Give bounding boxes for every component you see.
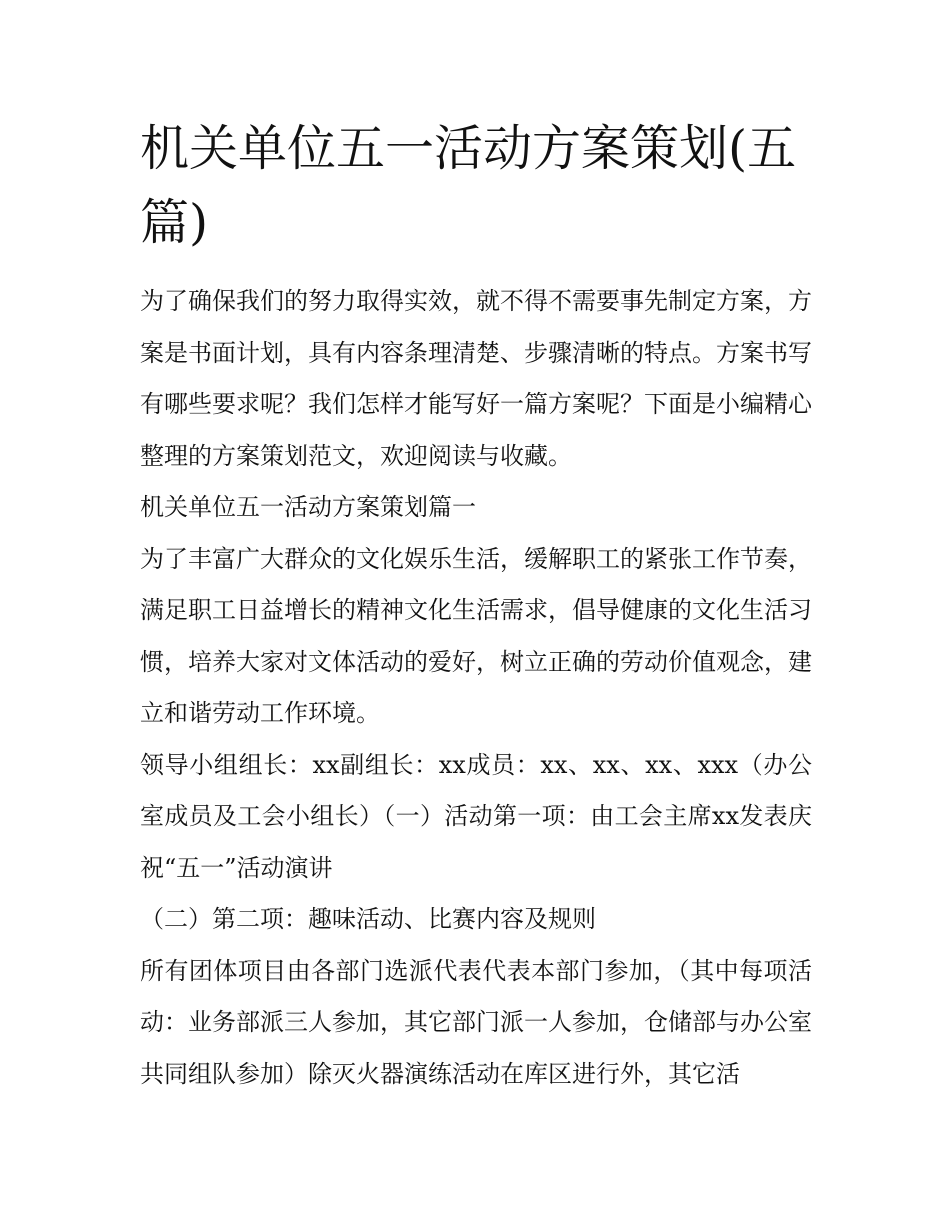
section-heading: 机关单位五一活动方案策划篇一: [140, 493, 476, 521]
document-page: [140, 112, 812, 1100]
leadership-paragraph: 领导小组组长：xx副组长：xx成员：xx、xx、xx、xxx（办公室成员及工会小组长）（一）活动第一项：由工会主席xx发表庆祝“五一”活动演讲: [140, 750, 812, 882]
intro-paragraph: 为了确保我们的努力取得实效，就不得不需要事先制定方案，方案是书面计划，具有内容条理清楚、步骤清晰的特点。方案书写有哪些要求呢？我们怎样才能写好一篇方案呢？下面是小编精心整理的方案策划范文，欢迎阅读与收藏。: [140, 287, 812, 470]
document-title: 机关单位五一活动方案策划(五篇): [140, 120, 797, 251]
item-two-heading: （二）第二项：趣味活动、比赛内容及规则: [140, 905, 596, 933]
rules-paragraph: 所有团体项目由各部门选派代表代表本部门参加，（其中每项活动：业务部派三人参加，其它部门派一人参加，仓储部与办公室共同组队参加）除灭火器演练活动在库区进行外，其它活: [140, 956, 812, 1088]
purpose-paragraph: 为了丰富广大群众的文化娱乐生活，缓解职工的紧张工作节奏，满足职工日益增长的精神文化生活需求，倡导健康的文化生活习惯，培养大家对文体活动的爱好，树立正确的劳动价值观念，建立和谐劳动工作环境。: [140, 544, 812, 727]
